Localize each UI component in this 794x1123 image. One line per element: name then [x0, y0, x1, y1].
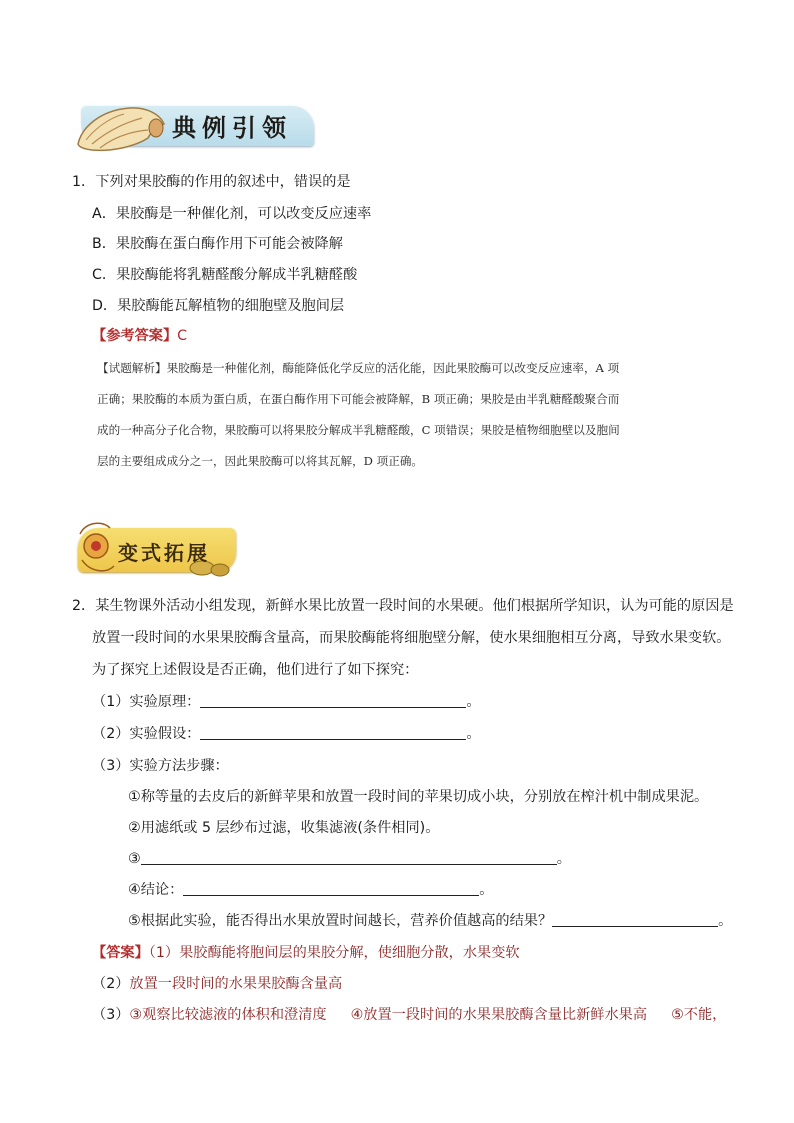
answer-blank[interactable]	[200, 693, 466, 708]
answer-blank[interactable]	[183, 881, 479, 896]
answer-text: 放置一段时间的水果果胶酶含量高	[129, 976, 343, 992]
answer-text: ⑤不能，	[671, 1007, 727, 1023]
answer-label: 【参考答案】	[92, 328, 178, 344]
answer-row-2	[92, 974, 342, 994]
answer-text: ④放置一段时间的水果果胶酶含量比新鲜水果高	[350, 1007, 648, 1023]
answer-text: ③观察比较滤液的体积和澄清度	[129, 1007, 327, 1023]
item-hypothesis	[92, 724, 481, 744]
conch-shell-icon	[72, 96, 168, 156]
option-b: B．果胶酶在蛋白酶作用下可能会被降解	[92, 236, 343, 252]
step-4	[128, 880, 494, 900]
answer-prefix: （2）	[92, 976, 130, 992]
question-2-stem-line: 放置一段时间的水果果胶酶含量高，而果胶酶能将细胞壁分解，使水果细胞相互分离，导致水果变软。	[92, 630, 731, 646]
section-banner-example	[72, 96, 316, 156]
explanation	[97, 358, 737, 482]
answer-row-3	[92, 1005, 726, 1025]
answer-prefix: （3）	[92, 1007, 130, 1023]
period: 。	[466, 694, 481, 710]
answer-blank[interactable]	[141, 850, 557, 865]
explanation-line: 成的一种高分子化合物，果胶酶可以将果胶分解成半乳糖醛酸，C 项错误；果胶是植物细胞壁以及胞间	[97, 423, 620, 437]
banner-title: 典例引领	[172, 113, 292, 142]
step-label: ④结论：	[128, 882, 184, 898]
period: 。	[479, 882, 494, 898]
step-1: ①称等量的去皮后的新鲜苹果和放置一段时间的苹果切成小块，分别放在榨汁机中制成果泥。	[128, 789, 709, 805]
period: 。	[718, 913, 733, 929]
option-c: C．果胶酶能将乳糖醛酸分解成半乳糖醛酸	[92, 267, 358, 283]
reference-answer	[92, 326, 187, 346]
answer-value: C	[177, 328, 188, 344]
period: 。	[556, 851, 571, 867]
answer-text: （1）果胶酶能将胞间层的果胶分解，使细胞分散，水果变软	[148, 945, 520, 961]
explanation-line: 正确；果胶酶的本质为蛋白质，在蛋白酶作用下可能会被降解，B 项正确；果胶是由半乳糖醛酸聚合而	[97, 392, 620, 406]
step-5	[128, 911, 732, 931]
step-2: ②用滤纸或 5 层纱布过滤，收集滤液(条件相同)。	[128, 820, 440, 836]
explanation-line: 层的主要组成成分之一，因此果胶酶可以将其瓦解，D 项正确。	[97, 454, 424, 468]
item-principle	[92, 692, 481, 712]
section-banner-variant	[72, 516, 238, 582]
item-label: （1）实验原理：	[92, 694, 201, 710]
question-1-stem: 1．下列对果胶酶的作用的叙述中，错误的是	[72, 174, 351, 190]
step-label: ③	[128, 851, 141, 867]
item-method: （3）实验方法步骤：	[92, 758, 229, 774]
answer-blank[interactable]	[200, 725, 466, 740]
option-a: A．果胶酶是一种催化剂，可以改变反应速率	[92, 206, 372, 222]
option-d: D．果胶酶能瓦解植物的细胞壁及胞间层	[92, 298, 345, 314]
answer-blank[interactable]	[552, 912, 718, 927]
item-label: （2）实验假设：	[92, 726, 201, 742]
question-2-stem-line: 为了探究上述假设是否正确，他们进行了如下探究：	[92, 662, 419, 678]
answer-label: 【答案】	[92, 945, 149, 961]
step-label: ⑤根据此实验，能否得出水果放置时间越长，营养价值越高的结果？	[128, 913, 553, 929]
step-3	[128, 849, 571, 869]
explanation-line: 【试题解析】果胶酶是一种催化剂，酶能降低化学反应的活化能，因此果胶酶可以改变反应速率，A 项	[97, 361, 620, 375]
question-2-stem-line: 2．某生物课外活动小组发现，新鲜水果比放置一段时间的水果硬。他们根据所学知识，认为可能的原因是	[72, 598, 734, 614]
answer-row-1	[92, 943, 520, 963]
period: 。	[466, 726, 481, 742]
banner-title: 变式拓展	[118, 541, 210, 565]
